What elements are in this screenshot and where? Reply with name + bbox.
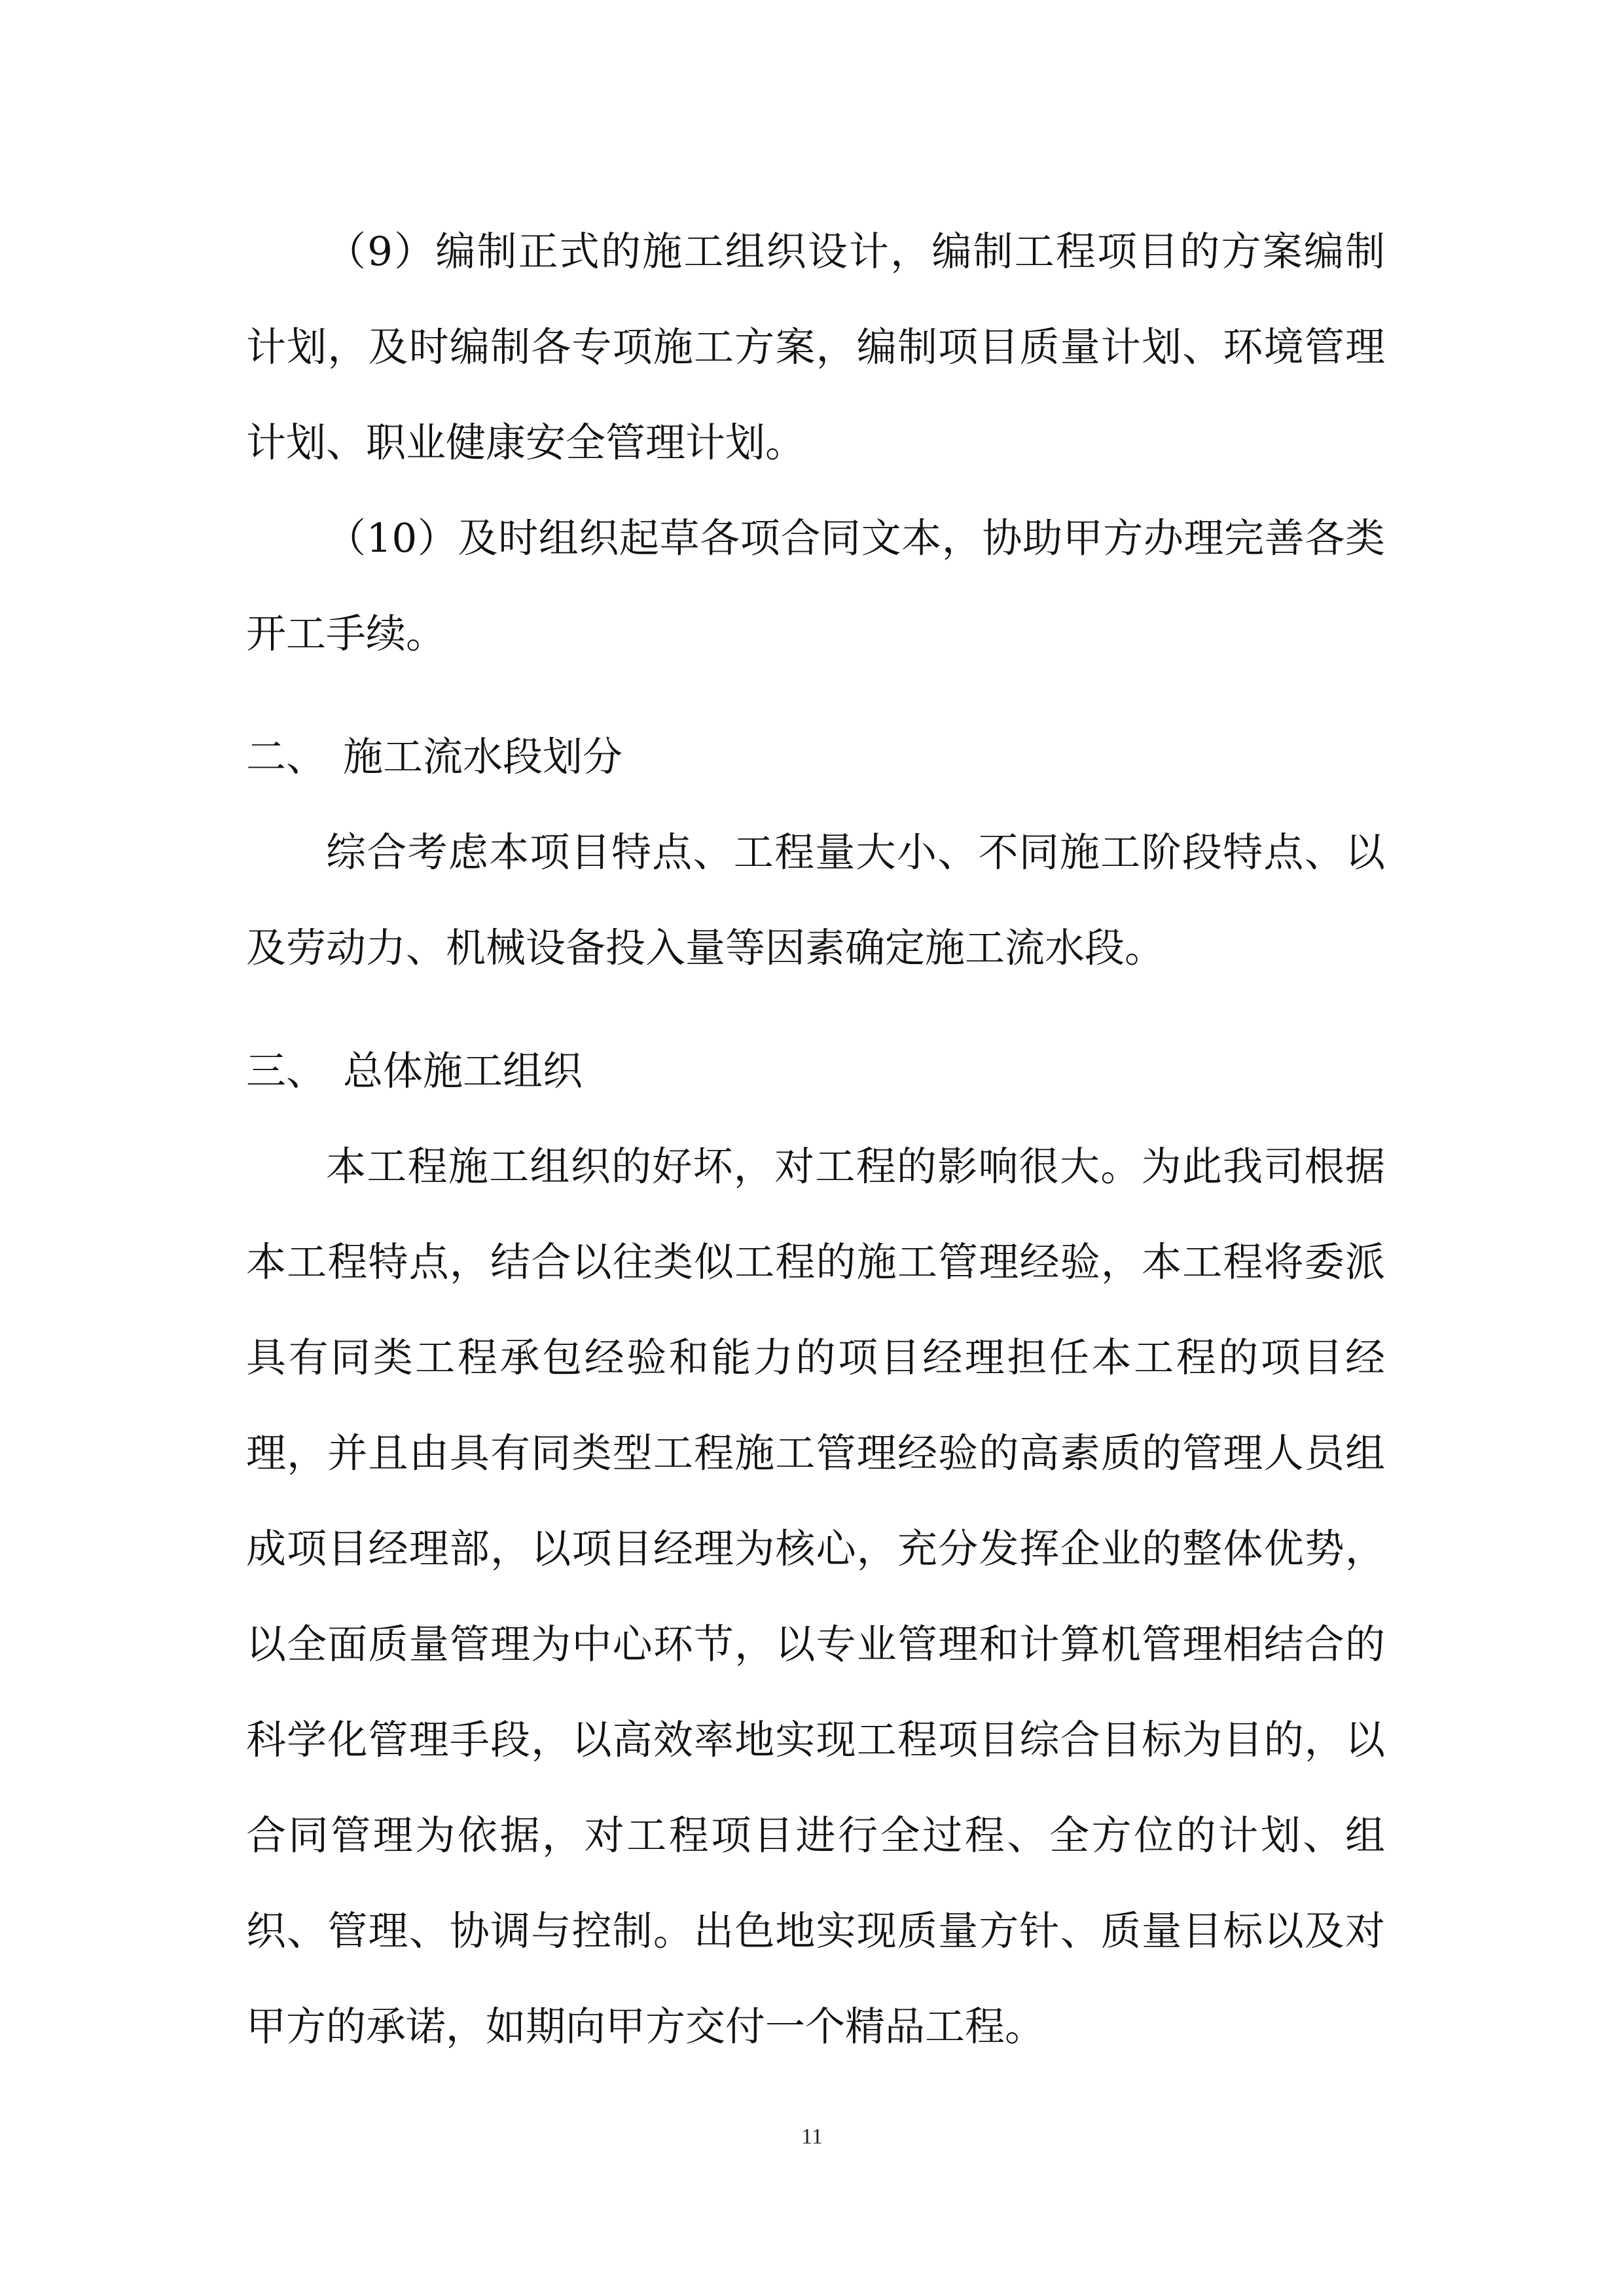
- page-number: 11: [801, 2125, 823, 2149]
- section-heading-3: [246, 1024, 1385, 1119]
- section-title-2: 施工流水段划分: [343, 734, 623, 780]
- section-number-2: 二、: [246, 734, 327, 780]
- section-heading-2: [246, 709, 1385, 805]
- section-body-2: 综合考虑本项目特点、工程量大小、不同施工阶段特点、以及劳动力、机械设备投入量等因素确定施工流水段。: [246, 829, 1385, 971]
- section-title-3: 总体施工组织: [343, 1048, 583, 1094]
- section-number-3: 三、: [246, 1048, 327, 1094]
- document-body: [246, 204, 1385, 2075]
- paragraph-item-10: （10）及时组织起草各项合同文本，协助甲方办理完善各类开工手续。: [246, 515, 1385, 657]
- paragraph-item-9: （9）编制正式的施工组织设计，编制工程项目的方案编制计划，及时编制各专项施工方案，编制项目质量计划、环境管理计划、职业健康安全管理计划。: [246, 228, 1385, 466]
- section-body-3: 本工程施工组织的好坏，对工程的影响很大。为此我司根据本工程特点，结合以往类似工程的施工管理经验，本工程将委派具有同类工程承包经验和能力的项目经理担任本工程的项目经理，并且由具有同类型工程施工管理经验的高素质的管理人员组成项目经理部，以项目经理为核心，充分发挥企业的整体优势，以全面质量管理为中心环节，以专业管理和计算机管理相结合的科学化管理手段，以高效率地实现工程项目综合目标为目的，以合同管理为依据，对工程项目进行全过程、全方位的计划、组织、管理、协调与控制。出色地实现质量方针、质量目标以及对甲方的承诺，如期向甲方交付一个精品工程。: [246, 1143, 1385, 2050]
